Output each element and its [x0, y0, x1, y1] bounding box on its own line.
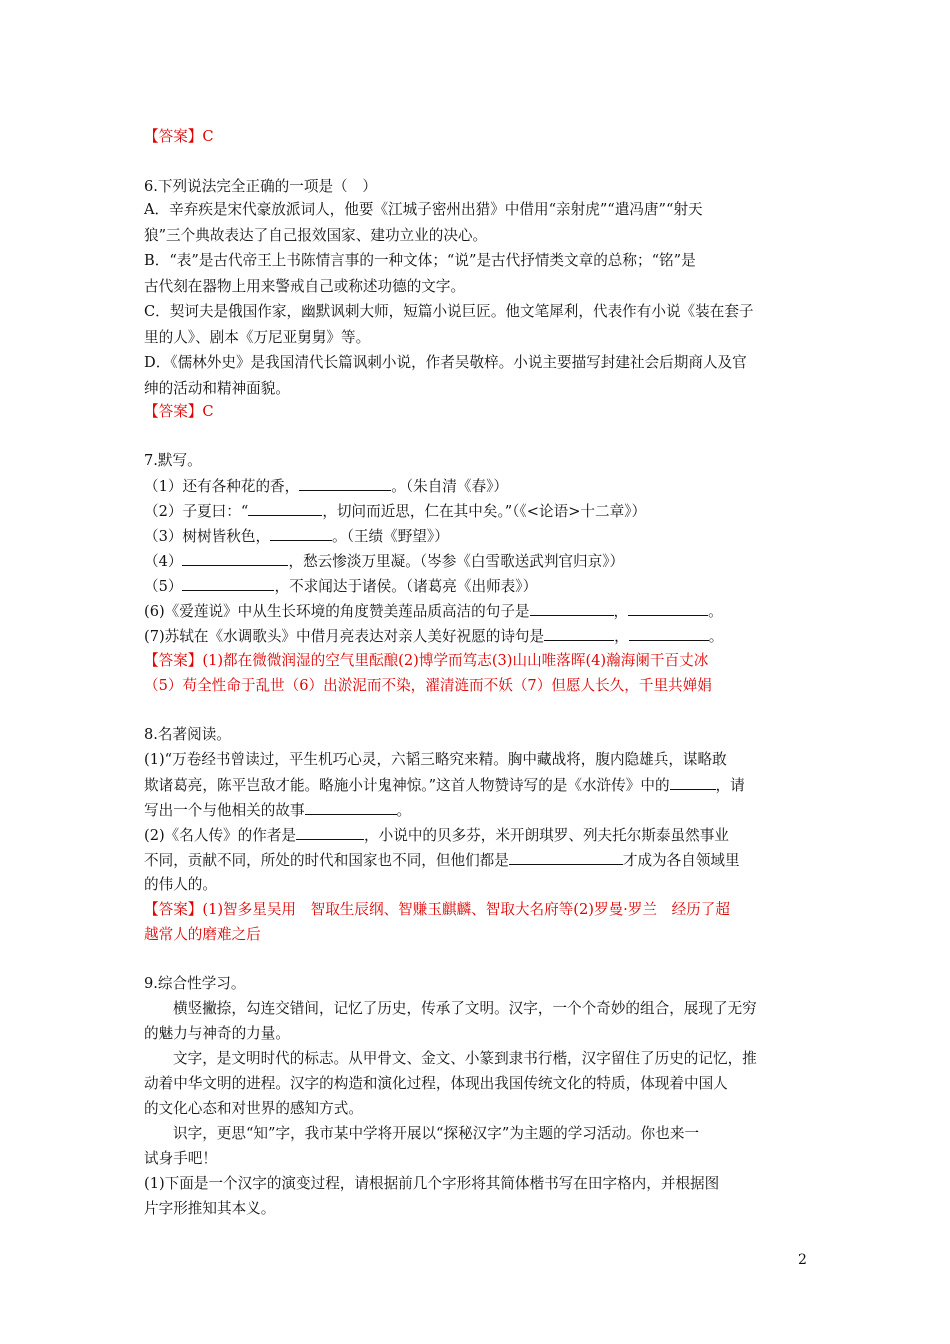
- q6-option-d-line2: 绅的活动和精神面貌。: [144, 380, 290, 397]
- q7-item-1-text: （1）还有各种花的香，: [144, 478, 300, 495]
- q7-item-7-comma: ，: [614, 628, 629, 645]
- fill-blank[interactable]: [299, 475, 391, 491]
- q8-answer-line2: 越常人的磨难之后: [144, 926, 261, 943]
- q7-item-4-source: ，愁云惨淡万里凝。（岑参《白雪歌送武判官归京》）: [288, 553, 625, 570]
- q8-part2-line3: 的伟人的。: [144, 876, 217, 893]
- page-number: 2: [798, 1252, 807, 1268]
- q8-part2-text2: 不同，贡献不同，所处的时代和国家也不同，但他们都是: [144, 852, 509, 869]
- q6-option-c-line2: 里的人》、剧本《万尼亚舅舅》等。: [144, 329, 371, 346]
- q7-answer-line1: 【答案】(1)都在微微润湿的空气里酝酿(2)博学而笃志(3)山山唯落晖(4)瀚海阑干百丈冰: [144, 652, 709, 669]
- q8-answer-line1: 【答案】(1)智多星吴用 智取生辰纲、智赚玉麒麟、智取大名府等(2)罗曼·罗兰 经历了超: [144, 901, 730, 918]
- fill-blank[interactable]: [270, 525, 332, 541]
- q7-item-7: [144, 625, 814, 648]
- q8-part2-text: (2)《名人传》的作者是: [144, 827, 297, 844]
- q6-title: 6.下列说法完全正确的一项是（ ）: [144, 178, 377, 195]
- q7-item-6-text: (6)《爱莲说》中从生长环境的角度赞美莲品质高洁的句子是: [144, 603, 530, 620]
- q8-part2-line1: [144, 824, 814, 847]
- q7-item-3-source: 。（王绩《野望》）: [332, 528, 449, 545]
- q7-item-6-comma: ，: [613, 603, 629, 620]
- q7-item-6: [144, 600, 814, 623]
- q9-paragraph2-line3: 的文化心态和对世界的感知方式。: [144, 1100, 363, 1117]
- q8-title: 8.名著阅读。: [144, 726, 231, 743]
- q9-title: 9.综合性学习。: [144, 975, 246, 992]
- fill-blank[interactable]: [544, 625, 614, 641]
- q6-option-a-line1: A．辛弃疾是宋代豪放派词人，他要《江城子密州出猎》中借用“亲射虎”“遣冯唐”“射天: [144, 201, 703, 218]
- q7-item-1: [144, 475, 814, 498]
- q8-part1-line3: [144, 799, 814, 822]
- q7-item-7-end: 。: [708, 628, 724, 645]
- fill-blank[interactable]: [305, 799, 397, 815]
- q7-item-7-text: (7)苏轼在《水调歌头》中借月亮表达对亲人美好祝愿的诗句是: [144, 628, 545, 645]
- fill-blank[interactable]: [530, 600, 614, 616]
- q8-part2-suffix: ，小说中的贝多芬，米开朗琪罗、列夫托尔斯泰虽然事业: [364, 827, 729, 844]
- q9-paragraph1-line1: 横竖撇捺，勾连交错间，记忆了历史，传承了文明。汉字，一个个奇妙的组合，展现了无穷: [173, 1000, 757, 1017]
- fill-blank[interactable]: [182, 550, 288, 566]
- fill-blank[interactable]: [182, 575, 274, 591]
- q7-item-5: [144, 575, 814, 598]
- q9-sub1-line2: 片字形推知其本义。: [144, 1200, 276, 1217]
- q9-paragraph3-line2: 试身手吧！: [144, 1150, 217, 1167]
- fill-blank[interactable]: [670, 774, 716, 790]
- q8-part1-end: 。: [396, 802, 412, 819]
- q7-item-2-source: ，切问而近思，仁在其中矣。”（《<论语>十二章》）: [322, 503, 647, 520]
- q7-item-6-end: 。: [708, 603, 723, 620]
- q7-item-3: [144, 525, 814, 548]
- q7-answer-line2: （5）苟全性命于乱世（6）出淤泥而不染，濯清涟而不妖（7）但愿人长久，千里共婵娟: [144, 677, 712, 694]
- q7-item-2-text: （2）子夏曰：“: [144, 503, 249, 520]
- q9-paragraph3-line1: 识字，更思“知”字，我市某中学将开展以“探秘汉字”为主题的学习活动。你也来一: [173, 1125, 700, 1142]
- q7-item-2: [144, 500, 814, 523]
- q8-part1-text: 欺诸葛亮，陈平岂敌才能。略施小计鬼神惊。”这首人物赞诗写的是《水浒传》中的: [144, 777, 670, 794]
- q9-sub1-line1: (1)下面是一个汉字的演变过程，请根据前几个字形将其简体楷书写在田字格内，并根据图: [144, 1175, 720, 1192]
- q7-item-3-text: （3）树树皆秋色，: [144, 528, 271, 545]
- q7-item-4-text: （4）: [144, 553, 183, 570]
- fill-blank[interactable]: [509, 849, 623, 865]
- q7-item-5-text: （5）: [144, 578, 183, 595]
- q9-paragraph2-line1: 文字，是文明时代的标志。从甲骨文、金文、小篆到隶书行楷，汉字留住了历史的记忆，推: [173, 1050, 757, 1067]
- fill-blank[interactable]: [628, 600, 708, 616]
- q6-option-a-line2: 狼”三个典故表达了自己报效国家、建功立业的决心。: [144, 227, 488, 244]
- fill-blank[interactable]: [629, 625, 709, 641]
- q6-option-d-line1: D．《儒林外史》是我国清代长篇讽刺小说，作者吴敬梓。小说主要描写封建社会后期商人及官: [144, 354, 747, 371]
- q6-option-c-line1: C．契诃夫是俄国作家，幽默讽刺大师，短篇小说巨匠。他文笔犀利，代表作有小说《装在套子: [144, 303, 754, 320]
- fill-blank[interactable]: [296, 824, 364, 840]
- fill-blank[interactable]: [248, 500, 322, 516]
- q9-paragraph2-line2: 动着中华文明的进程。汉字的构造和演化过程，体现出我国传统文化的特质，体现着中国人: [144, 1075, 728, 1092]
- q6-option-b-line1: B．“表”是古代帝王上书陈情言事的一种文体；“说”是古代抒情类文章的总称；“铭”是: [144, 252, 696, 269]
- q8-part1-line2: [144, 774, 814, 797]
- q6-answer: 【答案】C: [144, 403, 214, 420]
- q7-item-4: [144, 550, 814, 573]
- q8-part2-line2: [144, 849, 814, 872]
- q9-paragraph1-line2: 的魅力与神奇的力量。: [144, 1025, 290, 1042]
- q8-part1-story-prompt: 写出一个与他相关的故事: [144, 802, 305, 819]
- q8-part1-line1: (1)“万卷经书曾读过，平生机巧心灵，六韬三略究来精。胸中藏战将，腹内隐雄兵，谋略敢: [144, 751, 727, 768]
- q7-item-1-source: 。（朱自清《春》）: [391, 478, 508, 495]
- q5-answer: 【答案】C: [144, 128, 214, 145]
- q8-part1-suffix: ，请: [715, 777, 745, 794]
- q7-item-5-source: ，不求闻达于诸侯。（诸葛亮《出师表》）: [274, 578, 538, 595]
- q6-option-b-line2: 古代刻在器物上用来警戒自己或称述功德的文字。: [144, 278, 466, 295]
- q7-title: 7.默写。: [144, 452, 202, 469]
- q8-part2-suffix2: 才成为各自领域里: [622, 852, 740, 869]
